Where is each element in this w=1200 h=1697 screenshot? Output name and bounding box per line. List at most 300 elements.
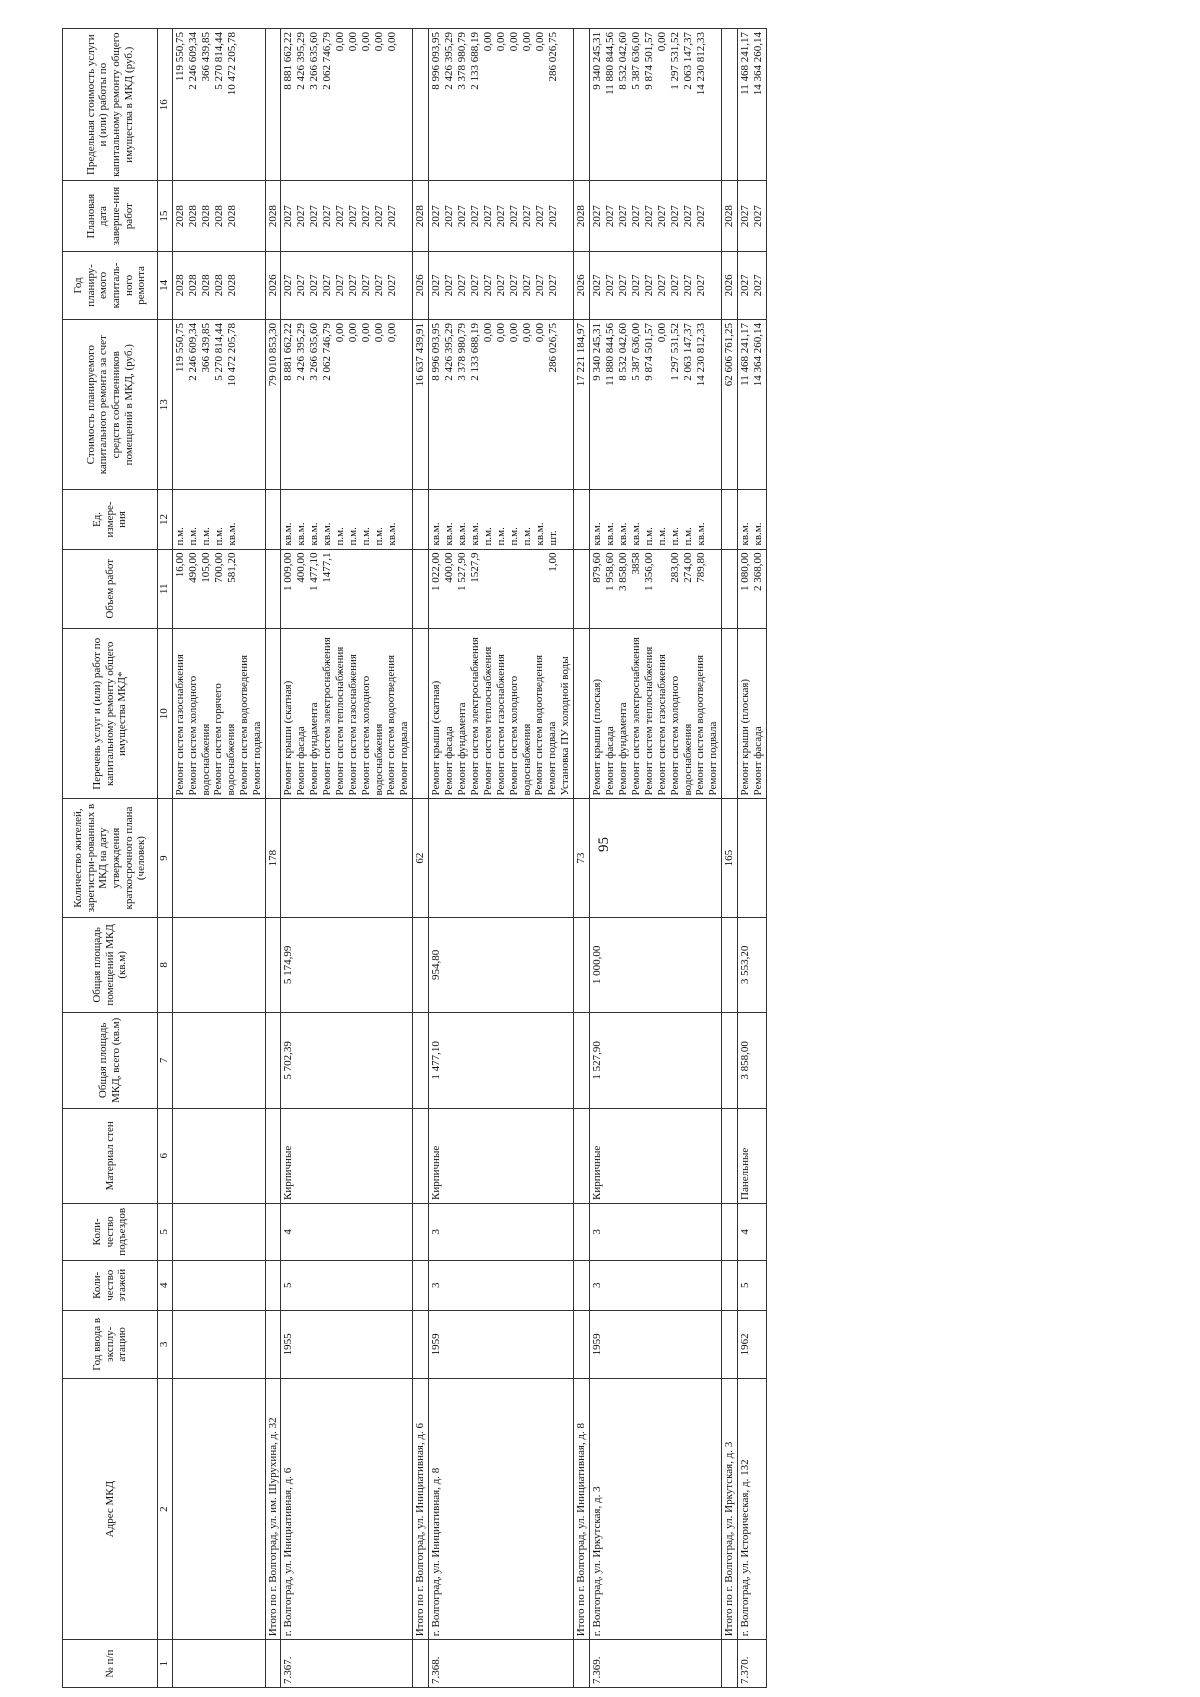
work-type-item: Ремонт фасада (751, 726, 764, 796)
work-type-item: Ремонт систем холодного водоснабжения (508, 675, 533, 796)
empty-cell (413, 1310, 429, 1378)
total-label: Итого по г. Волгоград, ул. им. Шурухина, д. 32 (265, 1378, 281, 1639)
plan-year (590, 251, 722, 319)
work-volume-item (521, 553, 534, 626)
total-year: 2026 (413, 251, 429, 319)
plan-year-item: 2027 (334, 274, 347, 297)
column-number: 5 (158, 1203, 173, 1260)
limit-cost-item: 0,00 (508, 32, 521, 52)
work-type-item: Ремонт фундамента (308, 702, 321, 796)
work-volume-item: 1477,1 (321, 552, 334, 583)
limit-cost-item: 0,00 (656, 32, 669, 52)
limit-cost (173, 29, 266, 181)
column-header: № п/п (63, 1640, 158, 1688)
plan-year-item: 2027 (430, 274, 443, 297)
limit-cost-item: 1 297 531,52 (669, 32, 682, 90)
work-unit-item: кв.м. (534, 522, 547, 546)
end-date-item: 2027 (738, 205, 751, 228)
total-end-date: 2028 (574, 181, 590, 251)
floors: 3 (429, 1260, 574, 1310)
work-volume-item: 283,00 (669, 552, 682, 583)
work-type-item: Ремонт подвала (250, 721, 263, 796)
end-date-item: 2027 (282, 205, 295, 228)
plan-year-item: 2027 (295, 274, 308, 297)
work-cost (737, 320, 766, 490)
work-type-item: Ремонт подвала (707, 721, 720, 796)
work-type-item: Ремонт систем водоотведения (694, 654, 707, 796)
address: г. Волгоград, ул. Иркутская, д. 3 (590, 1378, 722, 1639)
wall-material: Кирпичные (590, 1108, 722, 1203)
column-number: 13 (158, 320, 173, 490)
work-type-item: Ремонт систем газоснабжения (347, 654, 360, 796)
total-number-cell (413, 1640, 429, 1688)
column-number: 14 (158, 251, 173, 319)
limit-cost-item: 0,00 (373, 32, 386, 52)
work-volume (281, 549, 413, 629)
empty-cell (722, 917, 738, 1012)
empty-cell (265, 629, 281, 799)
house-row (429, 29, 574, 1688)
empty-cell (574, 1013, 590, 1108)
plan-year-item: 2027 (669, 274, 682, 297)
residents (281, 799, 413, 917)
work-cost-item: 286 026,75 (547, 323, 560, 373)
end-date-item: 2027 (656, 205, 669, 228)
end-date-item: 2027 (547, 205, 560, 228)
end-date-item: 2028 (226, 205, 238, 228)
work-unit (590, 490, 722, 549)
end-date-item: 2027 (643, 205, 656, 228)
capital-repair-table (62, 28, 767, 1688)
limit-cost-item: 3 266 635,60 (308, 32, 321, 90)
column-header: Год планиру-емого капиталь-ного ремонта (63, 251, 158, 319)
plan-year-item: 2027 (456, 274, 469, 297)
work-unit-item: кв.м. (321, 522, 334, 546)
limit-cost-item: 9 340 245,31 (591, 32, 604, 90)
entrances: 3 (429, 1203, 574, 1260)
plan-year-item: 2027 (534, 274, 547, 297)
total-residents: 73 (574, 799, 590, 917)
empty-cell (265, 549, 281, 629)
end-date-item: 2027 (521, 205, 534, 228)
limit-cost-item: 286 026,75 (547, 32, 560, 82)
empty-cell (574, 29, 590, 181)
work-cost-item: 2 426 395,29 (295, 323, 308, 381)
limit-cost-item: 11 468 241,17 (738, 32, 751, 95)
limit-cost-item: 0,00 (495, 32, 508, 52)
work-unit-item: п.м. (373, 527, 386, 546)
end-date-item: 2027 (508, 205, 521, 228)
year-built: 1959 (429, 1310, 574, 1378)
plan-year-item: 2028 (174, 274, 186, 297)
column-number: 2 (158, 1378, 173, 1639)
work-unit-item: шт. (547, 530, 560, 546)
column-header: Общая площадь помещений МКД (кв.м) (63, 917, 158, 1012)
total-label: Итого по г. Волгоград, ул. Иркутская, д. 3 (722, 1378, 738, 1639)
limit-cost-item: 0,00 (521, 32, 534, 52)
work-type-item: Ремонт фундамента (617, 702, 630, 796)
plan-year-item: 2028 (187, 274, 199, 297)
limit-cost-item: 0,00 (360, 32, 373, 52)
limit-cost (590, 29, 722, 181)
end-date-item: 2027 (534, 205, 547, 228)
work-unit-item: кв.м. (456, 522, 469, 546)
table-body (173, 29, 767, 1688)
work-volume-item (373, 553, 386, 626)
end-date-item: 2027 (334, 205, 347, 228)
empty-cell (413, 629, 429, 799)
plan-year-item: 2027 (751, 274, 764, 297)
work-type-item: Ремонт систем водоотведения (237, 654, 250, 796)
end-date-item: 2027 (751, 205, 764, 228)
column-header: Коли-чество этажей (63, 1260, 158, 1310)
plan-year-item: 2027 (521, 274, 534, 297)
area-total (173, 1013, 266, 1108)
row-number: 7.370. (737, 1640, 766, 1688)
work-type (173, 629, 266, 799)
year-built: 1955 (281, 1310, 413, 1378)
plan-year-item: 2027 (547, 274, 560, 297)
end-date (590, 181, 722, 251)
address: г. Волгоград, ул. Историческая, д. 132 (737, 1378, 766, 1639)
work-volume-item (347, 553, 360, 626)
work-cost-item: 2 246 609,34 (187, 323, 199, 381)
work-volume-item: 1 356,00 (643, 552, 656, 592)
work-volume-item: 400,00 (443, 552, 456, 583)
work-cost-item: 366 439,85 (200, 323, 212, 373)
end-date-item: 2027 (360, 205, 373, 228)
column-number: 10 (158, 629, 173, 799)
total-label: Итого по г. Волгоград, ул. Инициативная, д. 8 (574, 1378, 590, 1639)
work-type-item: Ремонт крыши (скатная) (282, 680, 295, 796)
column-header: Год ввода в эксплу-атацию (63, 1310, 158, 1378)
plan-year-item: 2027 (386, 274, 399, 297)
empty-cell (574, 1260, 590, 1310)
plan-year-item: 2027 (604, 274, 617, 297)
limit-cost-item: 0,00 (334, 32, 347, 52)
work-unit-item: п.м. (187, 527, 199, 546)
plan-year-item: 2027 (347, 274, 360, 297)
end-date-item: 2028 (187, 205, 199, 228)
limit-cost-item: 2 133 688,19 (469, 32, 482, 90)
work-volume-item: 2 368,00 (751, 552, 764, 592)
end-date-item: 2028 (213, 205, 225, 228)
limit-cost (429, 29, 574, 181)
work-volume-item: 1 022,00 (430, 552, 443, 592)
total-number-cell (574, 1640, 590, 1688)
column-number: 4 (158, 1260, 173, 1310)
empty-cell (413, 917, 429, 1012)
empty-cell (722, 1203, 738, 1260)
work-cost (590, 320, 722, 490)
column-header: Предельная стоимость услуги и (или) работы по капитальному ремонту общего имущества в МКД (руб.) (63, 29, 158, 181)
limit-cost-item: 11 880 844,56 (604, 32, 617, 95)
work-volume-item (360, 553, 373, 626)
work-volume-item (495, 553, 508, 626)
year-built (173, 1310, 266, 1378)
work-unit-item: п.м. (200, 527, 212, 546)
work-volume-item: 1527,9 (469, 552, 482, 583)
limit-cost-item: 0,00 (386, 32, 399, 52)
work-cost-item: 0,00 (347, 323, 360, 343)
area-total: 1 527,90 (590, 1013, 722, 1108)
plan-year-item: 2027 (617, 274, 630, 297)
column-number: 8 (158, 917, 173, 1012)
total-number-cell (265, 1640, 281, 1688)
work-type-item: Ремонт систем газоснабжения (495, 654, 508, 796)
plan-year-item: 2027 (508, 274, 521, 297)
limit-cost-item: 5 387 636,00 (630, 32, 643, 90)
end-date-item: 2027 (321, 205, 334, 228)
empty-cell (574, 629, 590, 799)
limit-cost-item: 8 532 042,60 (617, 32, 630, 90)
work-unit-item: кв.м. (308, 522, 321, 546)
column-number: 16 (158, 29, 173, 181)
page-number: 95 (596, 837, 612, 852)
work-unit-item: кв.м. (604, 522, 617, 546)
work-cost-item: 14 230 812,33 (695, 323, 708, 387)
work-type-item: Ремонт систем теплоснабжения (482, 646, 495, 796)
column-header: Ед. измере-ния (63, 490, 158, 549)
column-header: Количество жителей, зарегистри-рованных в МКД на дату утверждения краткосрочного плана (человек) (63, 799, 158, 917)
plan-year-item: 2027 (630, 274, 643, 297)
limit-cost-item: 2 426 395,29 (443, 32, 456, 90)
house-row (737, 29, 766, 1688)
limit-cost (281, 29, 413, 181)
work-unit-item: кв.м. (282, 522, 295, 546)
work-unit-item: п.м. (656, 527, 669, 546)
work-cost-item: 0,00 (508, 323, 521, 343)
area-rooms: 1 000,00 (590, 917, 722, 1012)
column-number-row (158, 29, 173, 1688)
work-volume-item: 1 009,00 (282, 552, 295, 592)
end-date-item: 2027 (495, 205, 508, 228)
empty-cell (265, 1260, 281, 1310)
work-volume-item: 700,00 (213, 552, 225, 583)
empty-cell (265, 917, 281, 1012)
work-cost-item: 8 881 662,22 (282, 323, 295, 381)
end-date-item: 2027 (482, 205, 495, 228)
rotated-table-container (62, 28, 1155, 1688)
work-cost-item: 0,00 (334, 323, 347, 343)
work-type-item: Ремонт крыши (плоская) (591, 678, 604, 796)
work-cost-item: 8 996 093,95 (430, 323, 443, 381)
work-volume-item: 16,00 (174, 552, 186, 578)
work-volume (173, 549, 266, 629)
house-row (281, 29, 413, 1688)
work-unit-item: кв.м. (386, 522, 399, 546)
work-unit-item: п.м. (682, 527, 695, 546)
work-unit-item: кв.м. (695, 522, 708, 546)
empty-cell (413, 29, 429, 181)
work-type-item: Ремонт систем электроснабжения (321, 637, 334, 796)
work-type-item: Ремонт фасада (295, 726, 308, 796)
work-cost-item: 2 133 688,19 (469, 323, 482, 381)
work-volume-item (386, 553, 399, 626)
limit-cost-item: 10 472 205,78 (226, 32, 238, 96)
work-type-item: Установка ПУ холодной воды (559, 656, 572, 796)
empty-cell (722, 1013, 738, 1108)
empty-cell (413, 549, 429, 629)
column-number: 11 (158, 549, 173, 629)
total-cost: 17 221 184,97 (574, 320, 590, 490)
plan-year-item: 2028 (226, 274, 238, 297)
column-header: Плановая дата заверше-ния работ (63, 181, 158, 251)
total-row (413, 29, 429, 1688)
total-cost: 62 606 761,25 (722, 320, 738, 490)
work-type-item: Ремонт систем горячего водоснабжения (212, 683, 237, 796)
work-unit-item: п.м. (521, 527, 534, 546)
total-cost: 79 010 853,30 (265, 320, 281, 490)
work-unit-item: п.м. (495, 527, 508, 546)
limit-cost-item: 8 996 093,95 (430, 32, 443, 90)
work-unit-item: кв.м. (751, 522, 764, 546)
end-date-item: 2027 (386, 205, 399, 228)
row-number: 7.369. (590, 1640, 722, 1688)
work-volume (590, 549, 722, 629)
residents (429, 799, 574, 917)
end-date-item: 2027 (295, 205, 308, 228)
work-volume-item: 105,00 (200, 552, 212, 583)
empty-cell (722, 490, 738, 549)
address: г. Волгоград, ул. Инициативная, д. 8 (429, 1378, 574, 1639)
plan-year (173, 251, 266, 319)
work-cost-item: 5 270 814,44 (213, 323, 225, 381)
empty-cell (265, 1310, 281, 1378)
work-unit-item: кв.м. (443, 522, 456, 546)
work-type-item: Ремонт систем теплоснабжения (643, 646, 656, 796)
empty-cell (265, 1108, 281, 1203)
plan-year-item: 2027 (482, 274, 495, 297)
work-cost-item: 14 364 260,14 (751, 323, 764, 387)
work-volume-item (656, 553, 669, 626)
column-header: Объем работ (63, 549, 158, 629)
work-unit (281, 490, 413, 549)
work-volume-item: 274,00 (682, 552, 695, 583)
work-unit-item: п.м. (643, 527, 656, 546)
work-unit (173, 490, 266, 549)
work-volume-item: 400,00 (295, 552, 308, 583)
plan-year-item: 2027 (443, 274, 456, 297)
column-header: Материал стен (63, 1108, 158, 1203)
wall-material: Кирпичные (429, 1108, 574, 1203)
work-volume (737, 549, 766, 629)
plan-year-item: 2028 (200, 274, 212, 297)
work-unit (429, 490, 574, 549)
work-type-item: Ремонт систем холодного водоснабжения (360, 675, 385, 796)
total-year: 2026 (574, 251, 590, 319)
end-date-item: 2027 (469, 205, 482, 228)
end-date-item: 2027 (630, 205, 643, 228)
empty-cell (413, 490, 429, 549)
work-cost-item: 10 472 205,78 (226, 323, 238, 387)
work-volume-item: 490,00 (187, 552, 199, 583)
total-label: Итого по г. Волгоград, ул. Инициативная, д. 6 (413, 1378, 429, 1639)
limit-cost-item: 9 874 501,57 (643, 32, 656, 90)
work-cost-item: 9 874 501,57 (643, 323, 656, 381)
work-volume-item: 1 527,90 (456, 552, 469, 592)
limit-cost-item: 366 439,85 (200, 32, 212, 82)
plan-year-item: 2027 (591, 274, 604, 297)
work-cost-item: 0,00 (534, 323, 547, 343)
end-date-item: 2027 (682, 205, 695, 228)
wall-material (173, 1108, 266, 1203)
plan-year-item: 2027 (495, 274, 508, 297)
limit-cost (737, 29, 766, 181)
plan-year-item: 2028 (213, 274, 225, 297)
total-end-date: 2028 (413, 181, 429, 251)
work-unit-item: кв.м. (617, 522, 630, 546)
work-volume-item: 581,20 (226, 552, 238, 583)
end-date (737, 181, 766, 251)
area-rooms: 3 553,20 (737, 917, 766, 1012)
work-type-item: Ремонт крыши (плоская) (738, 678, 751, 796)
work-type-item: Ремонт систем электроснабжения (469, 637, 482, 796)
work-volume-item: 789,80 (695, 552, 708, 583)
empty-cell (574, 917, 590, 1012)
residents (590, 799, 722, 917)
plan-year-item: 2027 (682, 274, 695, 297)
column-number: 3 (158, 1310, 173, 1378)
work-unit-item: кв.м. (738, 522, 751, 546)
work-volume-item: 1 477,10 (308, 552, 321, 592)
end-date-item: 2027 (604, 205, 617, 228)
empty-cell (574, 1310, 590, 1378)
column-number: 7 (158, 1013, 173, 1108)
work-volume-item (508, 553, 521, 626)
column-number: 15 (158, 181, 173, 251)
area-total: 5 702,39 (281, 1013, 413, 1108)
limit-cost-item: 0,00 (534, 32, 547, 52)
work-unit-item: п.м. (669, 527, 682, 546)
end-date-item: 2027 (430, 205, 443, 228)
work-cost-item: 2 062 746,79 (321, 323, 334, 381)
column-number: 6 (158, 1108, 173, 1203)
work-unit-item: кв.м. (591, 522, 604, 546)
work-cost-item: 11 880 844,56 (604, 323, 617, 386)
floors: 5 (737, 1260, 766, 1310)
empty-cell (574, 549, 590, 629)
floors (173, 1260, 266, 1310)
total-number-cell (722, 1640, 738, 1688)
work-cost (429, 320, 574, 490)
limit-cost-item: 0,00 (347, 32, 360, 52)
header-row (63, 29, 158, 1688)
end-date-item: 2027 (456, 205, 469, 228)
work-cost-item: 0,00 (656, 323, 669, 343)
empty-cell (722, 1310, 738, 1378)
work-unit-item: п.м. (174, 527, 186, 546)
entrances: 3 (590, 1203, 722, 1260)
plan-year (737, 251, 766, 319)
total-end-date: 2028 (265, 181, 281, 251)
total-residents: 178 (265, 799, 281, 917)
empty-cell (574, 1108, 590, 1203)
end-date-item: 2027 (443, 205, 456, 228)
total-row (265, 29, 281, 1688)
residents (173, 799, 266, 917)
column-number: 1 (158, 1640, 173, 1688)
empty-cell (574, 1203, 590, 1260)
limit-cost-item: 2 062 746,79 (321, 32, 334, 90)
work-unit-item: п.м. (347, 527, 360, 546)
work-type-item: Ремонт систем холодного водоснабжения (669, 675, 694, 796)
work-volume-item (534, 553, 547, 626)
work-unit (737, 490, 766, 549)
work-cost (173, 320, 266, 490)
floors: 5 (281, 1260, 413, 1310)
end-date-item: 2027 (617, 205, 630, 228)
